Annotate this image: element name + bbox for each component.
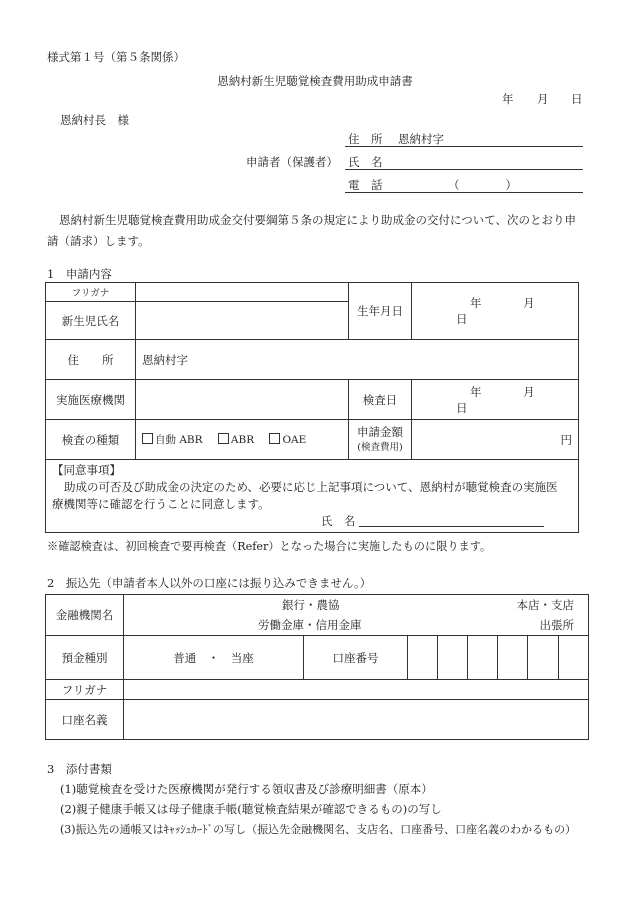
- baby-name-field[interactable]: [136, 302, 349, 340]
- exam-date-field[interactable]: [412, 380, 579, 420]
- bank-types-1: 銀行・農協: [282, 598, 340, 612]
- application-table: [45, 282, 579, 533]
- addressee: 恩納村長 様: [60, 113, 129, 127]
- applicant-name-label: 氏 名: [348, 155, 383, 169]
- checkbox-auto-abr[interactable]: [142, 434, 203, 446]
- baby-name-label: 新生児氏名: [46, 302, 136, 340]
- account-digit-2[interactable]: [438, 636, 468, 680]
- bank-table: [45, 594, 589, 740]
- consent-heading: 【同意事項】: [52, 463, 121, 477]
- bank-label: 金融機関名: [46, 595, 124, 636]
- option-auto-abr-label: 自動 ABR: [155, 434, 203, 446]
- checkbox-oae[interactable]: [269, 434, 306, 446]
- exam-date-label: 検査日: [349, 380, 412, 420]
- account-digit-1[interactable]: [408, 636, 438, 680]
- account-furigana-label: フリガナ: [46, 680, 124, 700]
- confirmation-note: ※確認検査は、初回検査で要再検査（Refer）となった場合に実施したものに限ります。: [47, 540, 492, 553]
- date-month: 月: [537, 92, 549, 106]
- account-furigana-field[interactable]: [124, 680, 589, 700]
- account-digit-3[interactable]: [468, 636, 498, 680]
- amount-field[interactable]: 円: [412, 420, 579, 460]
- account-name-label: 口座名義: [46, 700, 124, 740]
- date-day: 日: [571, 92, 583, 106]
- branch-types-1: 本店・支店: [516, 598, 574, 612]
- amount-sub-label: (検査費用): [357, 441, 403, 453]
- furigana-field[interactable]: [136, 283, 349, 302]
- section3-heading: 3 添付書類: [47, 762, 112, 776]
- branch-types-2: 出張所: [539, 618, 574, 632]
- applicant-address-value: 恩納村字: [398, 132, 444, 146]
- applicant-phone-label: 電 話: [348, 178, 383, 192]
- address-label: 住 所: [46, 340, 136, 380]
- date-year: 年: [502, 92, 514, 106]
- applicant-phone-line[interactable]: [345, 192, 583, 193]
- intro-text: 恩納村新生児聴覚検査費用助成金交付要綱第５条の規定により助成金の交付について、次のとおり申請（請求）します。: [47, 213, 577, 248]
- institution-field[interactable]: [136, 380, 349, 420]
- consent-section: [46, 460, 579, 533]
- institution-label: 実施医療機関: [46, 380, 136, 420]
- birthdate-year: 年: [470, 296, 482, 310]
- checkbox-abr[interactable]: [218, 434, 254, 446]
- account-digit-4[interactable]: [498, 636, 528, 680]
- consent-name-line[interactable]: [359, 514, 544, 527]
- exam-date-month: 月: [523, 384, 535, 399]
- section2-heading: 2 振込先（申請者本人以外の口座には振り込みできません。）: [47, 576, 372, 590]
- applicant-address-line[interactable]: [345, 146, 583, 147]
- amount-label-text: 申請金額: [357, 424, 403, 439]
- birthdate-day: 日: [456, 312, 468, 326]
- account-number-label: 口座番号: [304, 636, 408, 680]
- bank-field[interactable]: [124, 595, 589, 636]
- applicant-role: 申請者（保護者）: [246, 155, 338, 169]
- birthdate-field[interactable]: [412, 283, 579, 340]
- deposit-type-options[interactable]: 普通 ・ 当座: [124, 636, 304, 680]
- applicant-address-label: 住 所: [348, 132, 383, 146]
- birthdate-label: 生年月日: [349, 283, 412, 340]
- birthdate-month: 月: [523, 296, 535, 310]
- applicant-name-line[interactable]: [345, 169, 583, 170]
- option-oae-label: OAE: [282, 434, 307, 446]
- consent-text-1: 助成の可否及び助成金の決定のため、必要に応じ上記事項について、恩納村が聴覚検査の実施医: [64, 480, 558, 494]
- consent-text-2: 療機関等に確認を行うことに同意します。: [52, 497, 270, 511]
- consent-name-label: 氏 名: [320, 514, 356, 528]
- exam-date-day: 日: [456, 400, 468, 415]
- attachment-item-1: (1)聴覚検査を受けた医療機関が発行する領収書及び診療明細書（原本）: [60, 782, 433, 796]
- exam-date-year: 年: [470, 384, 482, 399]
- account-name-field[interactable]: [124, 700, 589, 740]
- furigana-label: フリガナ: [46, 283, 136, 302]
- attachment-item-3: (3)振込先の通帳又はｷｬｯｼｭｶｰﾄﾞの写し（振込先金融機関名、支店名、口座番号、口座名義のわかるもの）: [60, 823, 577, 836]
- option-abr-label: ABR: [230, 434, 255, 446]
- deposit-type-label: 預金種別: [46, 636, 124, 680]
- exam-type-label: 検査の種類: [46, 420, 136, 460]
- attachment-item-2: (2)親子健康手帳又は母子健康手帳(聴覚検査結果が確認できるもの)の写し: [60, 802, 442, 816]
- account-digit-6[interactable]: [559, 636, 589, 680]
- address-field[interactable]: 恩納村字: [136, 340, 579, 380]
- exam-type-options: [136, 420, 349, 460]
- form-number: 様式第１号（第５条関係）: [47, 50, 185, 64]
- account-digit-5[interactable]: [528, 636, 559, 680]
- bank-types-2: 労働金庫・信用金庫: [258, 618, 362, 632]
- amount-label: [349, 420, 412, 460]
- applicant-phone-parens: （ ）: [448, 178, 517, 192]
- section1-heading: 1 申請内容: [47, 267, 112, 281]
- form-title: 恩納村新生児聴覚検査費用助成申請書: [217, 74, 413, 88]
